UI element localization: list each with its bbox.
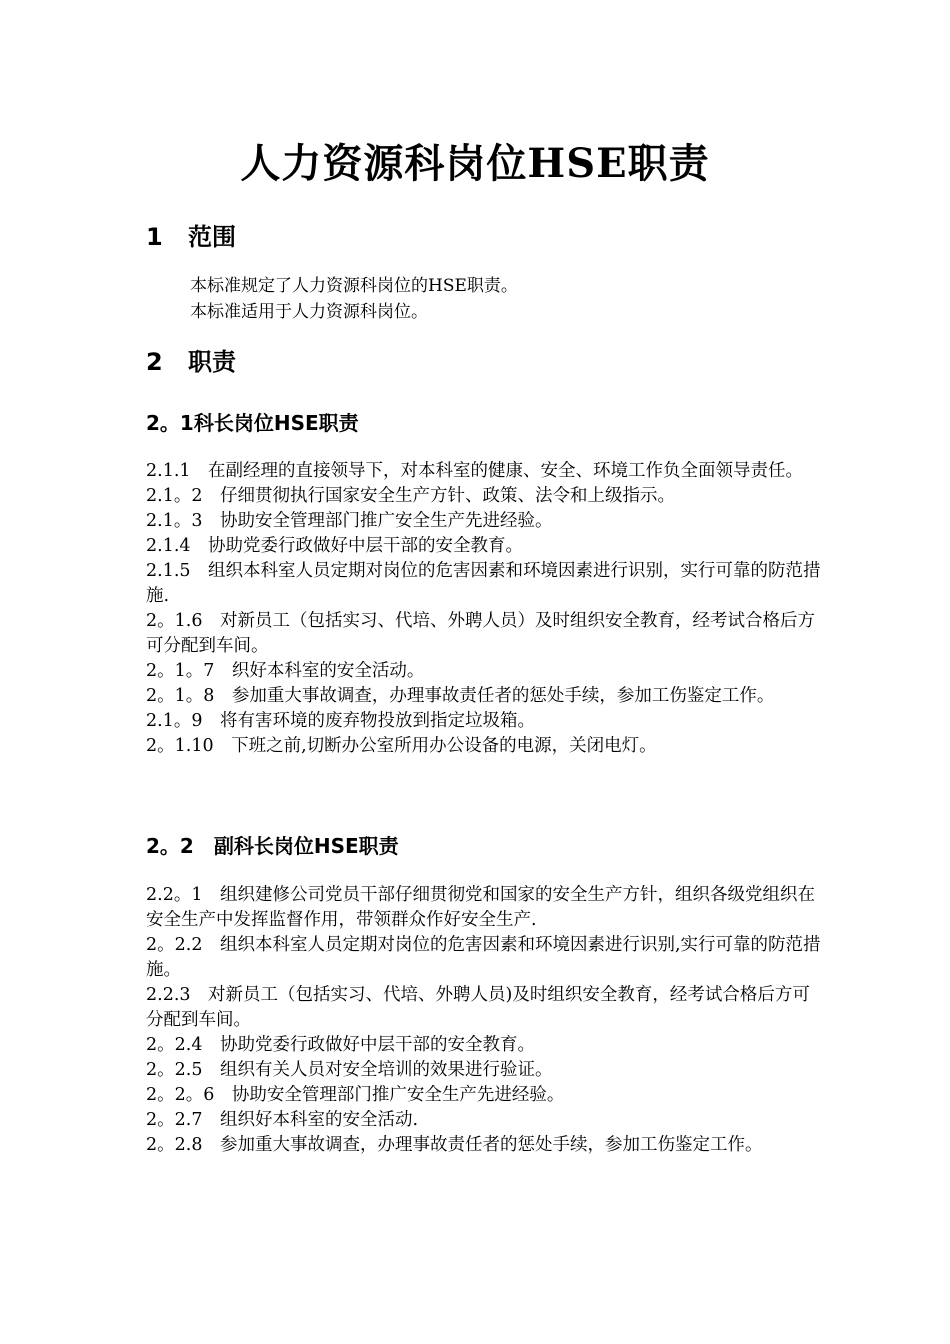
section-heading-duties [146, 345, 236, 379]
list-item: 2。1.6 对新员工（包括实习、代培、外聘人员）及时组织安全教育，经考试合格后方可分配到车间。 [146, 611, 815, 656]
list-item: 2.2。1 组织建修公司党员干部仔细贯彻党和国家的安全生产方针，组织各级党组织在安全生产中发挥监督作用，带领群众作好安全生产. [146, 885, 815, 930]
list-item: 2.1.5 组织本科室人员定期对岗位的危害因素和环境因素进行识别，实行可靠的防范措施. [146, 561, 821, 606]
chief-duties-list [146, 459, 826, 759]
list-item: 2。2。6 协助安全管理部门推广安全生产先进经验。 [146, 1085, 565, 1105]
document-title: 人力资源科岗位HSE职责 [240, 140, 710, 187]
list-item: 2。2.4 协助党委行政做好中层干部的安全教育。 [146, 1035, 535, 1055]
list-item: 2.1.1 在副经理的直接领导下，对本科室的健康、安全、环境工作负全面领导责任。 [146, 461, 804, 481]
section-title: 职责 [188, 348, 236, 376]
list-item: 2.1。2 仔细贯彻执行国家安全生产方针、政策、法令和上级指示。 [146, 486, 675, 506]
list-item: 2。1.10 下班之前,切断办公室所用办公设备的电源，关闭电灯。 [146, 736, 657, 756]
list-item: 2.1。9 将有害环境的废弃物投放到指定垃圾箱。 [146, 711, 535, 731]
list-item: 2.1.4 协助党委行政做好中层干部的安全教育。 [146, 536, 524, 556]
list-item: 2。2.5 组织有关人员对安全培训的效果进行验证。 [146, 1060, 553, 1080]
section-title: 范围 [188, 223, 236, 251]
list-item: 2。2.2 组织本科室人员定期对岗位的危害因素和环境因素进行识别,实行可靠的防范措施。 [146, 935, 821, 980]
list-item: 2.1。3 协助安全管理部门推广安全生产先进经验。 [146, 511, 553, 531]
subsection-heading-deputy: 2。2 副科长岗位HSE职责 [146, 834, 399, 858]
subsection-heading-chief: 2。1科长岗位HSE职责 [146, 411, 359, 435]
section-number: 2 [146, 348, 163, 376]
list-item: 2。2.7 组织好本科室的安全活动. [146, 1110, 419, 1130]
scope-paragraph: 本标准规定了人力资源科岗位的HSE职责。 [190, 276, 518, 296]
section-number: 1 [146, 223, 163, 251]
list-item: 2。2.8 参加重大事故调查，办理事故责任者的惩处手续，参加工伤鉴定工作。 [146, 1135, 763, 1155]
section-heading-scope [146, 220, 236, 254]
list-item: 2.2.3 对新员工（包括实习、代培、外聘人员)及时组织安全教育，经考试合格后方可分配到车间。 [146, 985, 810, 1030]
list-item: 2。1。8 参加重大事故调查，办理事故责任者的惩处手续，参加工伤鉴定工作。 [146, 686, 775, 706]
deputy-duties-list [146, 883, 826, 1158]
list-item: 2。1。7 织好本科室的安全活动。 [146, 661, 425, 681]
scope-paragraph: 本标准适用于人力资源科岗位。 [190, 302, 428, 322]
